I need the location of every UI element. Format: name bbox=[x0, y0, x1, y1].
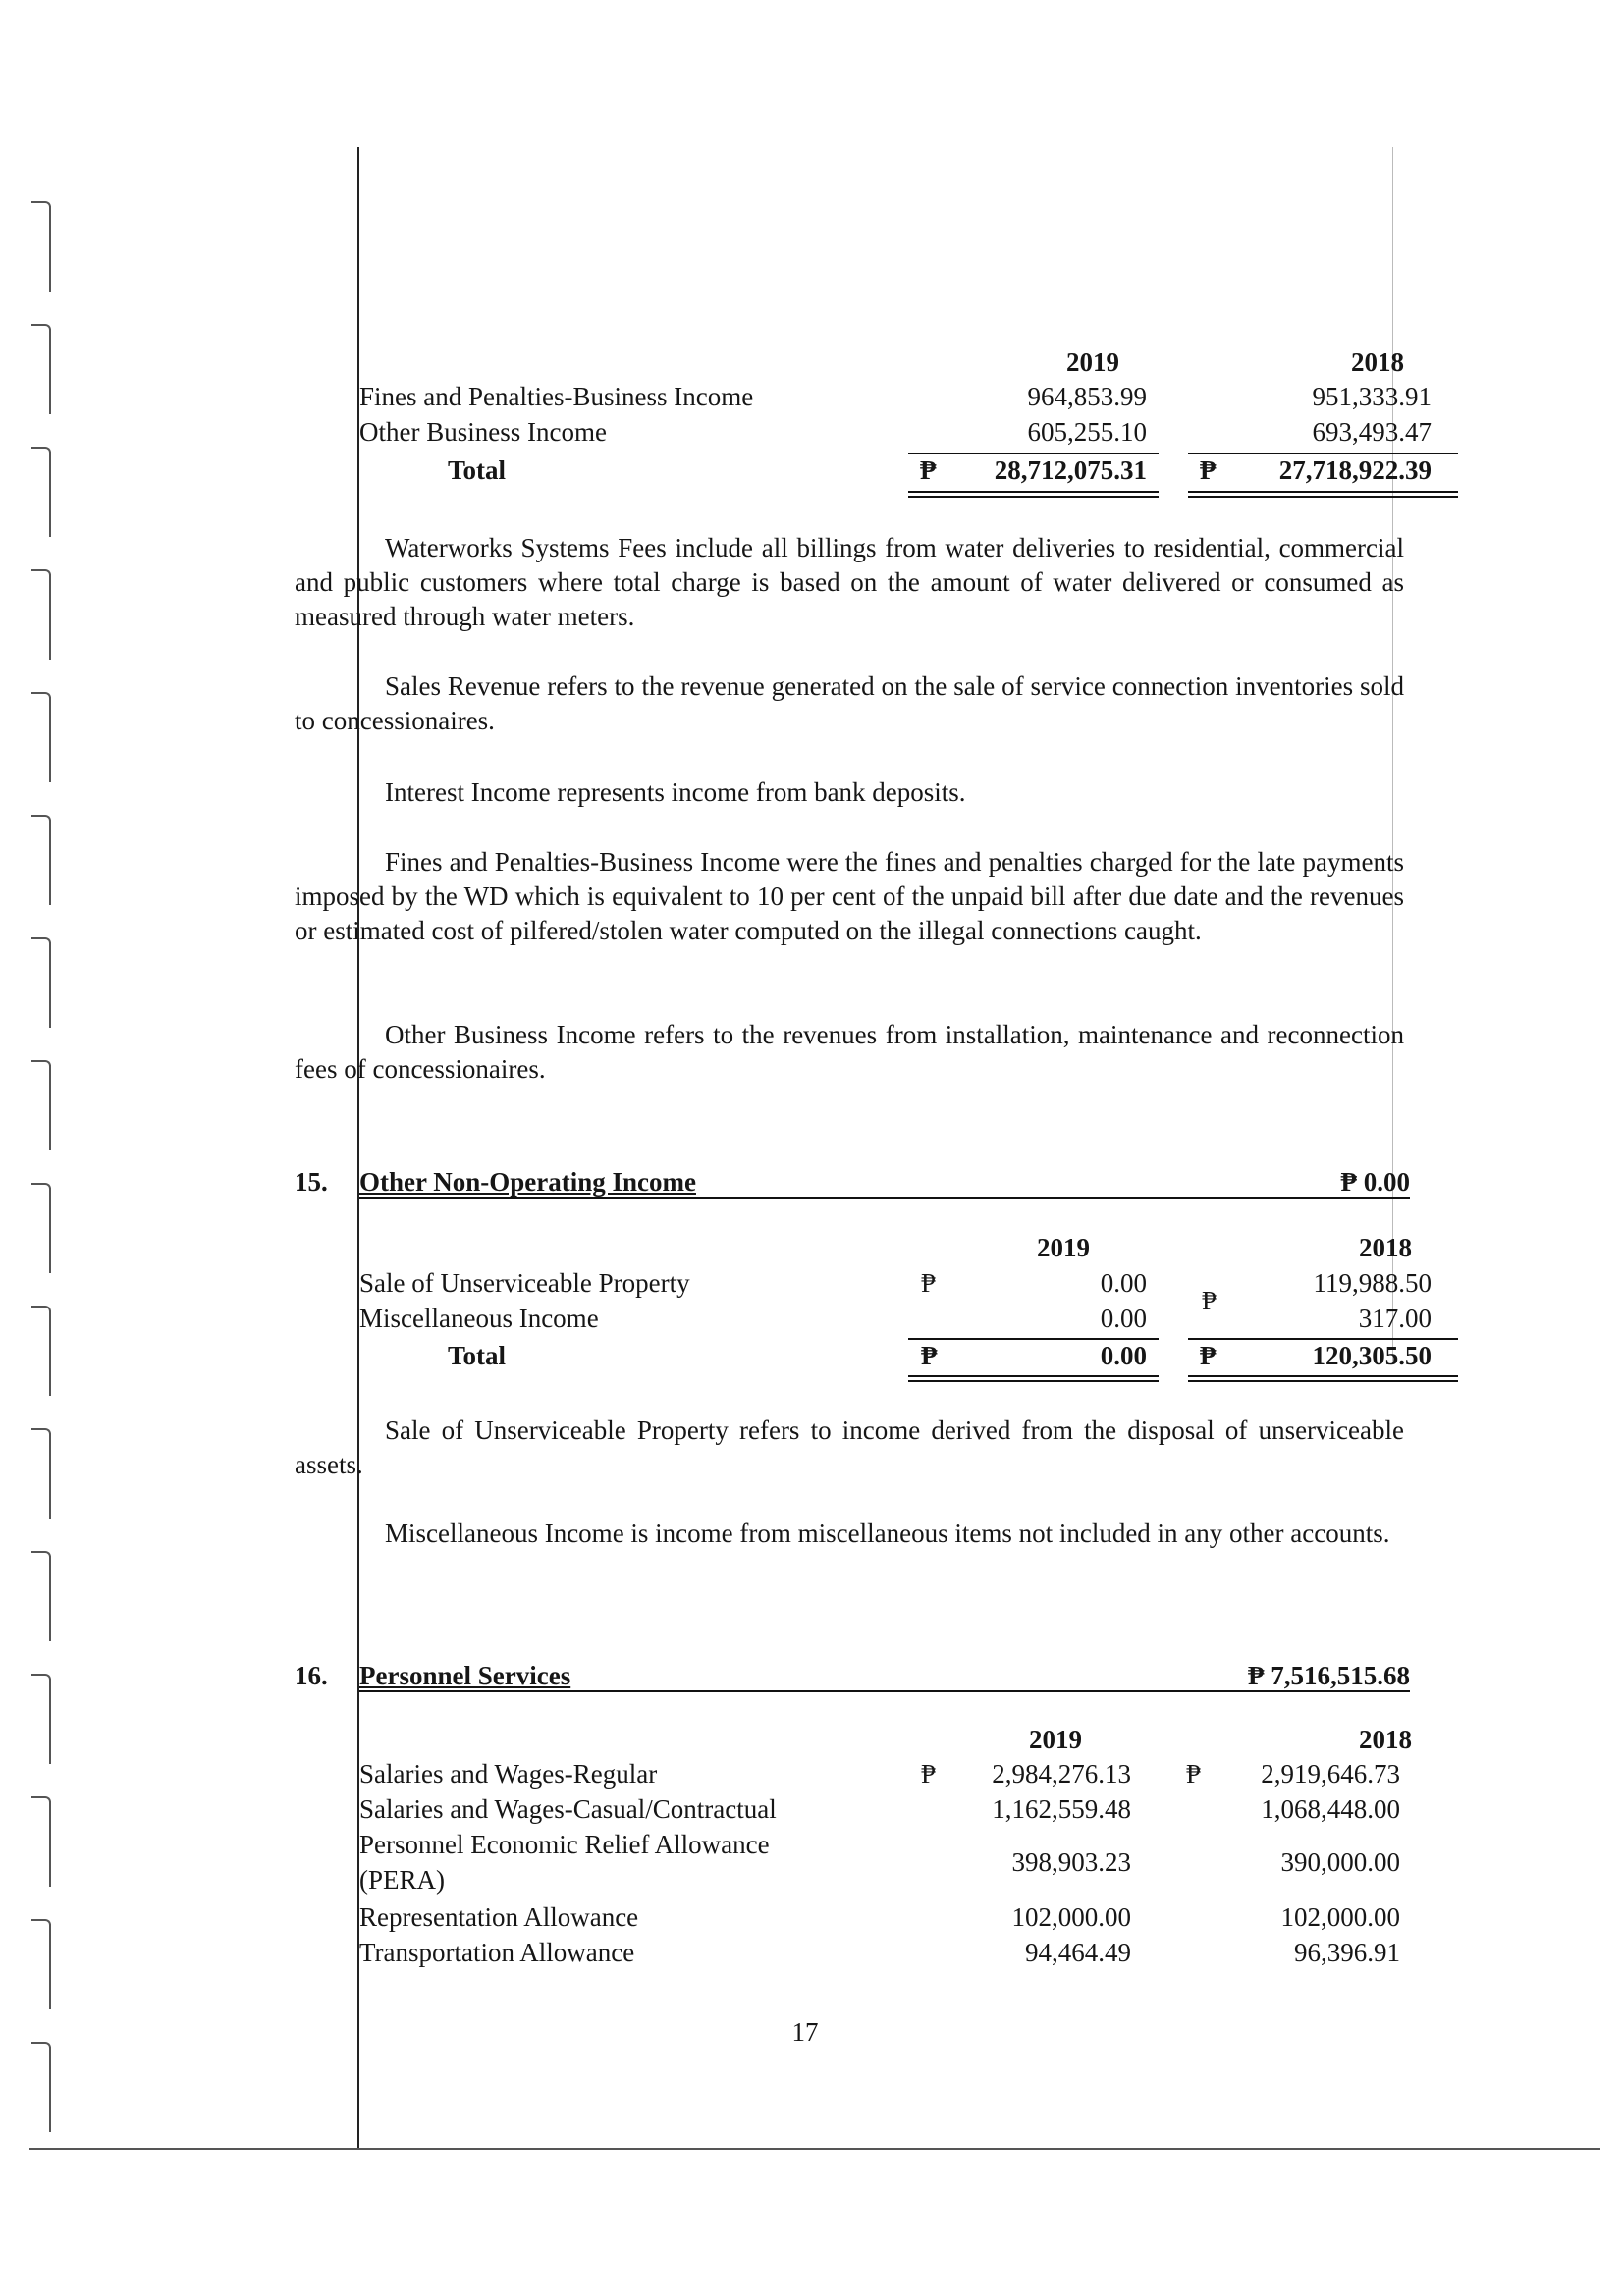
total-double-rule bbox=[908, 491, 1159, 498]
binder-mark bbox=[31, 324, 51, 414]
row-label: Representation Allowance bbox=[359, 1902, 639, 1932]
total-label: Total bbox=[448, 1341, 507, 1370]
total-double-rule bbox=[1188, 1375, 1458, 1382]
paragraph bbox=[295, 531, 1404, 634]
row-label: Other Business Income bbox=[359, 417, 607, 447]
paragraph bbox=[295, 775, 1404, 810]
paragraph-text: Waterworks Systems Fees include all billings from water deliveries to residential, commercial and public customers where total charge is based on the amount of water delivered or consumed as measured through water meters. bbox=[295, 533, 1404, 631]
paragraph-text: Sale of Unserviceable Property refers to income derived from the disposal of unserviceable assets. bbox=[295, 1415, 1404, 1479]
binder-mark bbox=[31, 815, 51, 905]
row-value-2018: 119,988.50 bbox=[1313, 1268, 1432, 1298]
peso-sign: ₱ bbox=[921, 1759, 937, 1789]
section-amount: ₱ 0.00 bbox=[1340, 1167, 1410, 1197]
total-value-2018: 27,718,922.39 bbox=[1278, 455, 1432, 485]
paragraph-text: Miscellaneous Income is income from miscellaneous items not included in any other accounts. bbox=[385, 1519, 1390, 1548]
row-value-2019: 605,255.10 bbox=[1027, 417, 1147, 447]
section-title-rule bbox=[359, 1690, 1410, 1692]
binder-mark bbox=[31, 692, 51, 782]
binder-mark bbox=[31, 1796, 51, 1887]
row-label: Sale of Unserviceable Property bbox=[359, 1268, 690, 1298]
column-year-2019: 2019 bbox=[1029, 1725, 1082, 1754]
row-value-2019: 398,903.23 bbox=[1011, 1847, 1131, 1877]
binder-mark bbox=[31, 1919, 51, 2009]
binder-mark bbox=[31, 569, 51, 660]
total-double-rule bbox=[908, 1375, 1159, 1382]
column-year-2018: 2018 bbox=[1359, 1233, 1412, 1262]
row-value-2019: 0.00 bbox=[1100, 1268, 1147, 1298]
row-label: Transportation Allowance bbox=[359, 1938, 635, 1967]
row-value-2018: 693,493.47 bbox=[1312, 417, 1432, 447]
row-value-2018: 951,333.91 bbox=[1312, 382, 1432, 411]
peso-sign: ₱ bbox=[1200, 455, 1217, 485]
total-label: Total bbox=[448, 455, 507, 485]
row-label: Fines and Penalties-Business Income bbox=[359, 382, 754, 411]
row-value-2018: 317.00 bbox=[1358, 1304, 1432, 1333]
paragraph bbox=[295, 1018, 1404, 1087]
row-value-2019: 964,853.99 bbox=[1027, 382, 1147, 411]
column-year-2018: 2018 bbox=[1351, 347, 1404, 377]
binder-mark bbox=[31, 1183, 51, 1273]
paragraph-text: Other Business Income refers to the revenues from installation, maintenance and reconnection fees of concessionaires. bbox=[295, 1020, 1404, 1084]
section-title-rule bbox=[359, 1197, 1410, 1199]
binder-mark bbox=[31, 1674, 51, 1764]
page-number: 17 bbox=[791, 2017, 819, 2047]
column-year-2019: 2019 bbox=[1066, 347, 1119, 377]
binder-mark bbox=[31, 1060, 51, 1150]
row-value-2019: 1,162,559.48 bbox=[992, 1794, 1131, 1824]
row-value-2018: 1,068,448.00 bbox=[1261, 1794, 1400, 1824]
row-value-2018: 390,000.00 bbox=[1280, 1847, 1400, 1877]
row-label-line2: (PERA) bbox=[359, 1865, 445, 1895]
peso-sign: ₱ bbox=[920, 455, 937, 485]
paragraph-text: Fines and Penalties-Business Income were the fines and penalties charged for the late payments imposed by the WD which is equivalent to 10 per cent of the unpaid bill after due date and the revenues or estimated cost of pilfered/stolen water computed on the illegal connections caught. bbox=[295, 847, 1404, 945]
row-label: Miscellaneous Income bbox=[359, 1304, 599, 1333]
row-value-2019: 2,984,276.13 bbox=[992, 1759, 1131, 1789]
total-value-2019: 0.00 bbox=[1100, 1341, 1147, 1370]
row-label: Salaries and Wages-Casual/Contractual bbox=[359, 1794, 777, 1824]
row-label: Salaries and Wages-Regular bbox=[359, 1759, 658, 1789]
binder-mark bbox=[31, 447, 51, 537]
row-value-2018: 102,000.00 bbox=[1280, 1902, 1400, 1932]
column-year-2018: 2018 bbox=[1359, 1725, 1412, 1754]
peso-sign: ₱ bbox=[1200, 1341, 1217, 1370]
total-value-2018: 120,305.50 bbox=[1312, 1341, 1432, 1370]
row-value-2019: 0.00 bbox=[1100, 1304, 1147, 1333]
row-value-2019: 94,464.49 bbox=[1025, 1938, 1131, 1967]
binder-mark bbox=[31, 1306, 51, 1396]
binder-mark bbox=[31, 1428, 51, 1519]
paragraph bbox=[295, 669, 1404, 738]
binder-mark bbox=[31, 201, 51, 292]
row-value-2019: 102,000.00 bbox=[1011, 1902, 1131, 1932]
row-value-2018: 96,396.91 bbox=[1294, 1938, 1400, 1967]
paragraph bbox=[295, 1517, 1404, 1551]
row-label-line1: Personnel Economic Relief Allowance bbox=[359, 1830, 770, 1859]
paragraph-text: Sales Revenue refers to the revenue generated on the sale of service connection inventories sold to concessionaires. bbox=[295, 671, 1404, 735]
paragraph bbox=[295, 1414, 1404, 1482]
section-amount: ₱ 7,516,515.68 bbox=[1248, 1661, 1410, 1690]
total-double-rule bbox=[1188, 491, 1458, 498]
binder-mark bbox=[31, 2042, 51, 2132]
bottom-edge-line bbox=[29, 2148, 1600, 2150]
peso-sign: ₱ bbox=[1186, 1759, 1202, 1789]
section-number: 16. bbox=[295, 1661, 328, 1690]
paragraph bbox=[295, 845, 1404, 948]
peso-sign: ₱ bbox=[921, 1268, 937, 1298]
section-title: Other Non-Operating Income bbox=[359, 1167, 696, 1197]
peso-sign: ₱ bbox=[1202, 1286, 1217, 1315]
column-year-2019: 2019 bbox=[1037, 1233, 1090, 1262]
binder-mark bbox=[31, 937, 51, 1028]
peso-sign: ₱ bbox=[921, 1341, 938, 1370]
section-title: Personnel Services bbox=[359, 1661, 571, 1690]
section-number: 15. bbox=[295, 1167, 328, 1197]
paragraph-text: Interest Income represents income from bank deposits. bbox=[385, 777, 966, 807]
total-value-2019: 28,712,075.31 bbox=[994, 455, 1147, 485]
row-value-2018: 2,919,646.73 bbox=[1261, 1759, 1400, 1789]
binder-mark bbox=[31, 1551, 51, 1641]
